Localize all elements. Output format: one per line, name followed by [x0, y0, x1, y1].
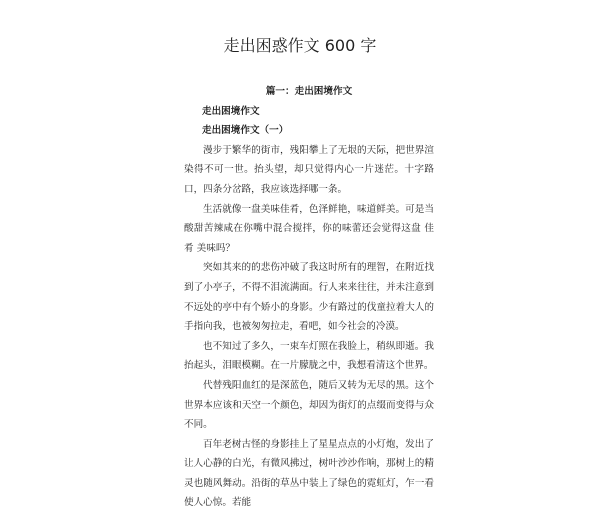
section-heading: 篇一：走出困境作文	[265, 86, 353, 97]
paragraph: 生活就像一盘美味佳肴，色泽鲜艳，味道鲜美。可是当酸甜苦辣咸在你嘴中混合搅拌，你的味蕾还会觉得这盘 佳肴 美味吗？	[184, 203, 434, 254]
paragraph: 漫步于繁华的街市，残阳攀上了无垠的天际，把世界渲染得不可一世。抬头望，却只觉得内心一片迷茫。十字路口，四条分岔路，我应该选择哪一条。	[184, 144, 434, 195]
paragraph: 也不知过了多久，一束车灯照在我脸上，稍纵即逝。我抬起头，泪眼模糊。在一片朦胧之中，我想看清这个世界。	[184, 340, 434, 372]
paragraph: 百年老树古怪的身影挂上了星星点点的小灯炮，发出了让人心静的白光，有微风拂过，树叶沙沙作响，那树上的精灵也随风舞动。沿街的草丛中装上了绿色的霓虹灯，乍一看使人心惊。若能	[184, 438, 434, 509]
subheading: 走出困境作文（一）	[202, 125, 289, 137]
paragraph: 代替残阳血红的是深蓝色，随后又转为无尽的黑。这个世界本应该和天空一个颜色，却因为街灯的点缀而变得与众不同。	[184, 379, 434, 431]
paragraph: 突如其来的的悲伤冲破了我这时所有的理智，在附近找到了小亭子，不得不泪流满面。行人来来往往，并未注意到不远处的亭中有个娇小的身影。少有路过的伐童拉着大人的手指向我，也被匆匆拉走，看吧，如今社会的冷漠。	[184, 262, 434, 333]
subheading: 走出困境作文	[202, 105, 260, 117]
article-body	[184, 82, 434, 513]
document-title: 走出困惑作文 600 字	[223, 36, 377, 55]
